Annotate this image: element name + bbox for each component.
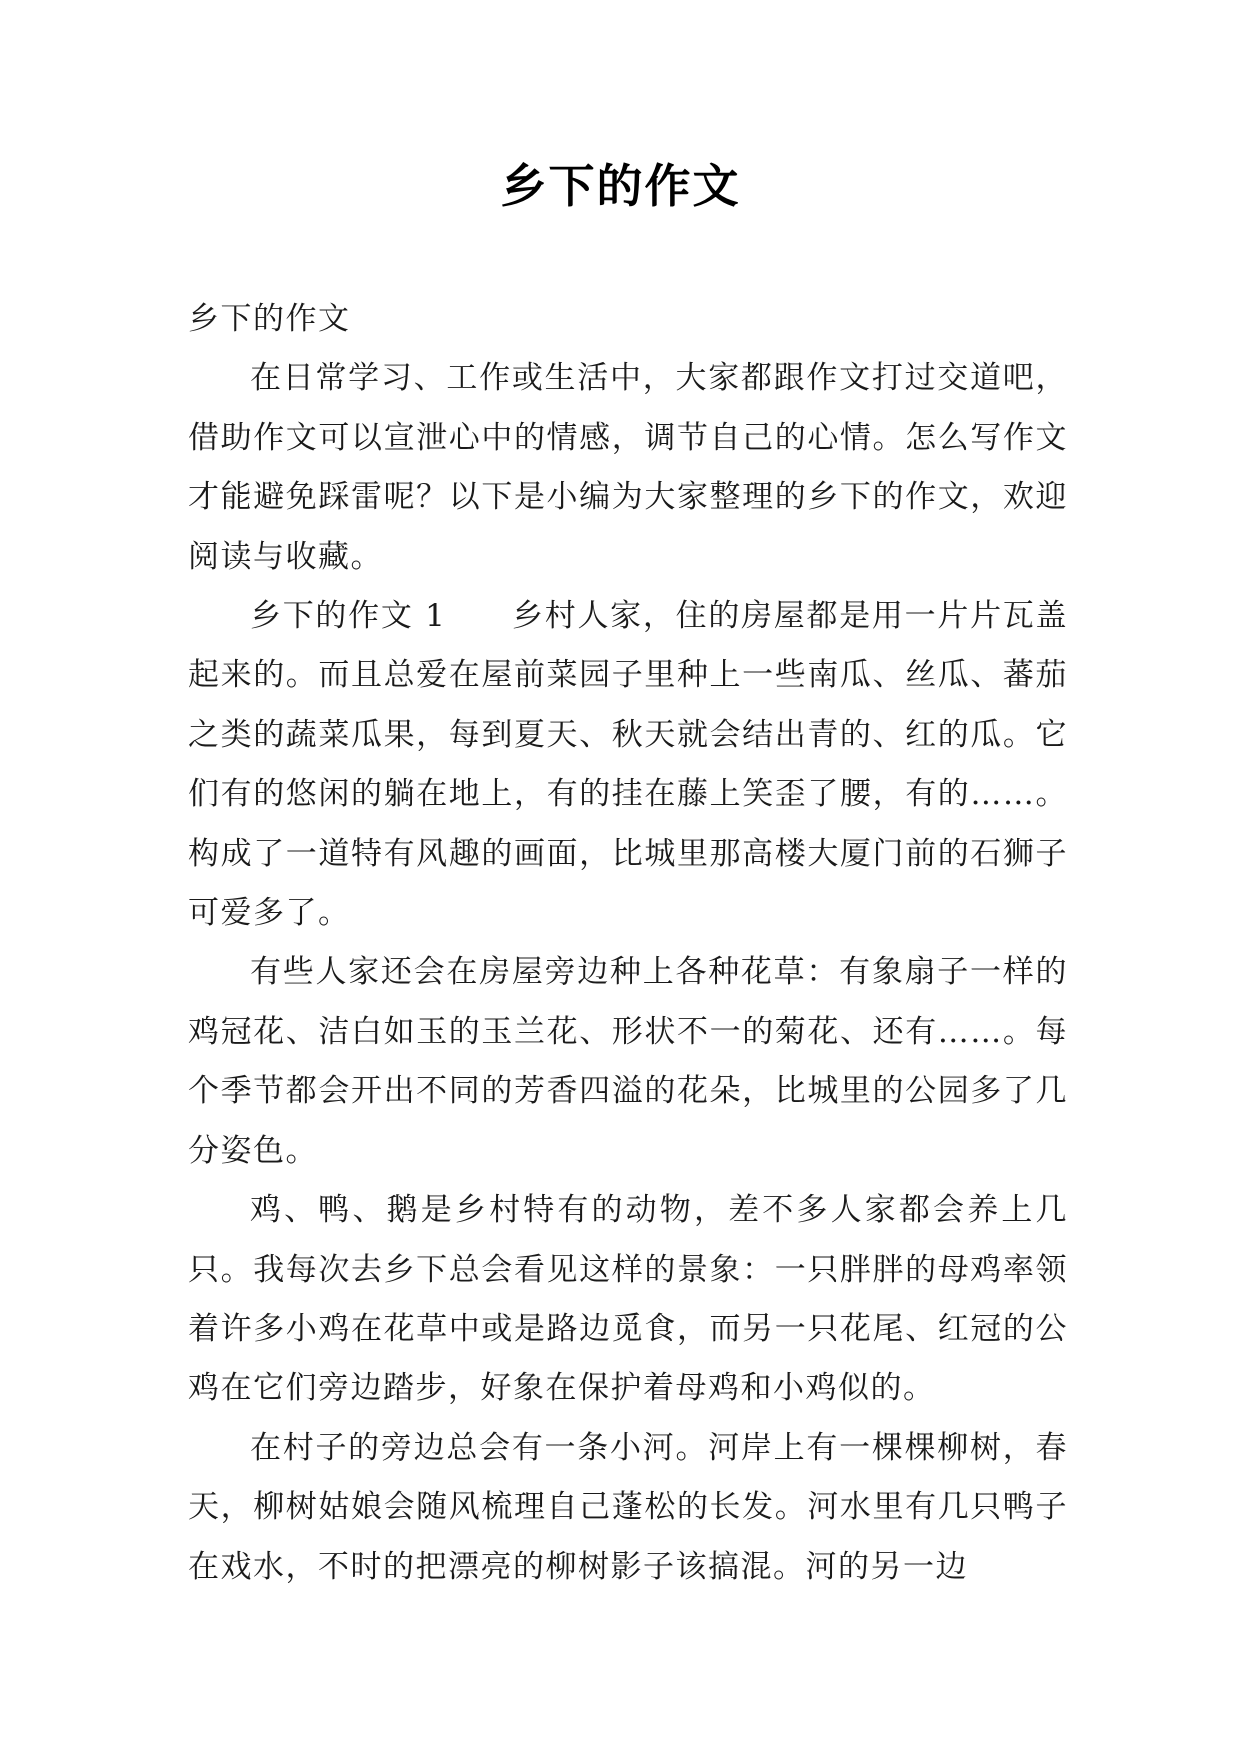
paragraph-houses: 乡下的作文 1 乡村人家，住的房屋都是用一片片瓦盖起来的。而且总爱在屋前菜园子里种上一些南瓜、丝瓜、蕃茄之类的蔬菜瓜果，每到夏天、秋天就会结出青的、红的瓜。它们有的悠闲的躺在地上，有的挂在藤上笑歪了腰，有的……。构成了一道特有风趣的画面，比城里那高楼大厦门前的石狮子可爱多了。	[188, 598, 1068, 932]
paragraph-river: 在村子的旁边总会有一条小河。河岸上有一棵棵柳树，春天，柳树姑娘会随风梳理自己蓬松的长发。河水里有几只鸭子在戏水，不时的把漂亮的柳树影子该搞混。河的另一边	[188, 1429, 1068, 1585]
paragraph-flowers: 有些人家还会在房屋旁边种上各种花草：有象扇子一样的鸡冠花、洁白如玉的玉兰花、形状不一的菊花、还有……。每个季节都会开出不同的芳香四溢的花朵，比城里的公园多了几分姿色。	[188, 954, 1068, 1169]
paragraph-intro: 在日常学习、工作或生活中，大家都跟作文打过交道吧，借助作文可以宣泄心中的情感，调节自己的心情。怎么写作文才能避免踩雷呢？以下是小编为大家整理的乡下的作文，欢迎阅读与收藏。	[188, 360, 1068, 575]
document-body	[188, 290, 1068, 1597]
document-title: 乡下的作文	[500, 159, 741, 213]
paragraph-poultry: 鸡、鸭、鹅是乡村特有的动物，差不多人家都会养上几只。我每次去乡下总会看见这样的景象：一只胖胖的母鸡率领着许多小鸡在花草中或是路边觅食，而另一只花尾、红冠的公鸡在它们旁边踏步，好象在保护着母鸡和小鸡似的。	[188, 1192, 1068, 1407]
document-subtitle: 乡下的作文	[188, 301, 351, 337]
